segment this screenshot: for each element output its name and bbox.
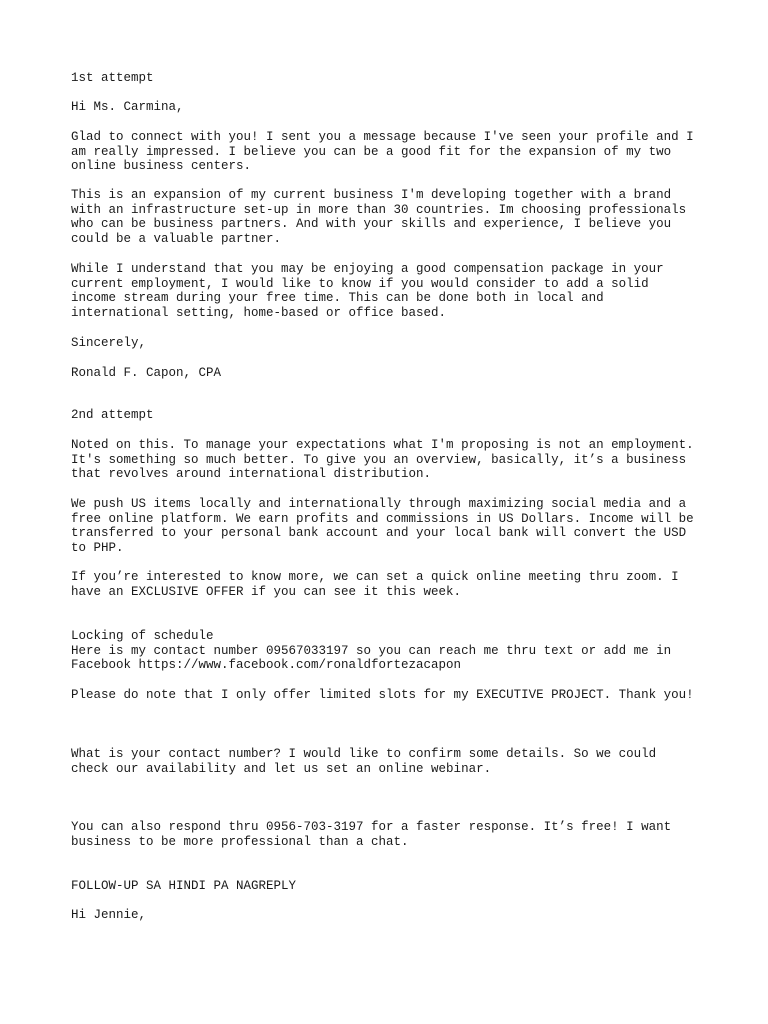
- signature-line: Ronald F. Capon, CPA: [71, 366, 222, 380]
- paragraph-intro: Glad to connect with you! I sent you a message because I've seen your profile and I am really impressed. I believe you can be a good fit for the expansion of my two online business centers.: [71, 130, 694, 174]
- paragraph-contact: Locking of schedule Here is my contact number 09567033197 so you can reach me thru text or add me in Facebook https://www.facebook.com/ronaldfortezacapon: [71, 629, 672, 673]
- greeting-jennie: Hi Jennie,: [71, 908, 147, 922]
- attempt-1-heading: 1st attempt: [71, 71, 154, 85]
- paragraph-zoom-offer: If you’re interested to know more, we can set a quick online meeting thru zoom. I have an EXCLUSIVE OFFER if you can see it this week.: [71, 570, 679, 599]
- closing-line: Sincerely,: [71, 336, 147, 350]
- paragraph-business: We push US items locally and internationally through maximizing social media and a free online platform. We earn profits and commissions in US Dollars. Income will be transferred to your personal bank account and your local bank will convert the USD to PHP.: [71, 497, 694, 555]
- followup-heading: FOLLOW-UP SA HINDI PA NAGREPLY: [71, 879, 297, 893]
- paragraph-expansion: This is an expansion of my current business I'm developing together with a brand with an infrastructure set-up in more than 30 countries. Im choosing professionals who can be business partners. And with your skills and experience, I believe you could be a valuable partner.: [71, 188, 687, 246]
- greeting-carmina: Hi Ms. Carmina,: [71, 100, 184, 114]
- paragraph-overview: Noted on this. To manage your expectations what I'm proposing is not an employment. It's something so much better. To give you an overview, basically, it’s a business that revolves around international distribution.: [71, 438, 694, 482]
- paragraph-income: While I understand that you may be enjoying a good compensation package in your current employment, I would like to know if you would consider to add a solid income stream during your free time. This can be done both in local and international setting, home-based or office based.: [71, 262, 664, 320]
- paragraph-limited-slots: Please do note that I only offer limited slots for my EXECUTIVE PROJECT. Thank you!: [71, 688, 694, 702]
- paragraph-contact-question: What is your contact number? I would like to confirm some details. So we could check our availability and let us set an online webinar.: [71, 747, 657, 776]
- paragraph-respond: You can also respond thru 0956-703-3197 for a faster response. It’s free! I want business to be more professional than a chat.: [71, 820, 672, 849]
- attempt-2-heading: 2nd attempt: [71, 408, 154, 422]
